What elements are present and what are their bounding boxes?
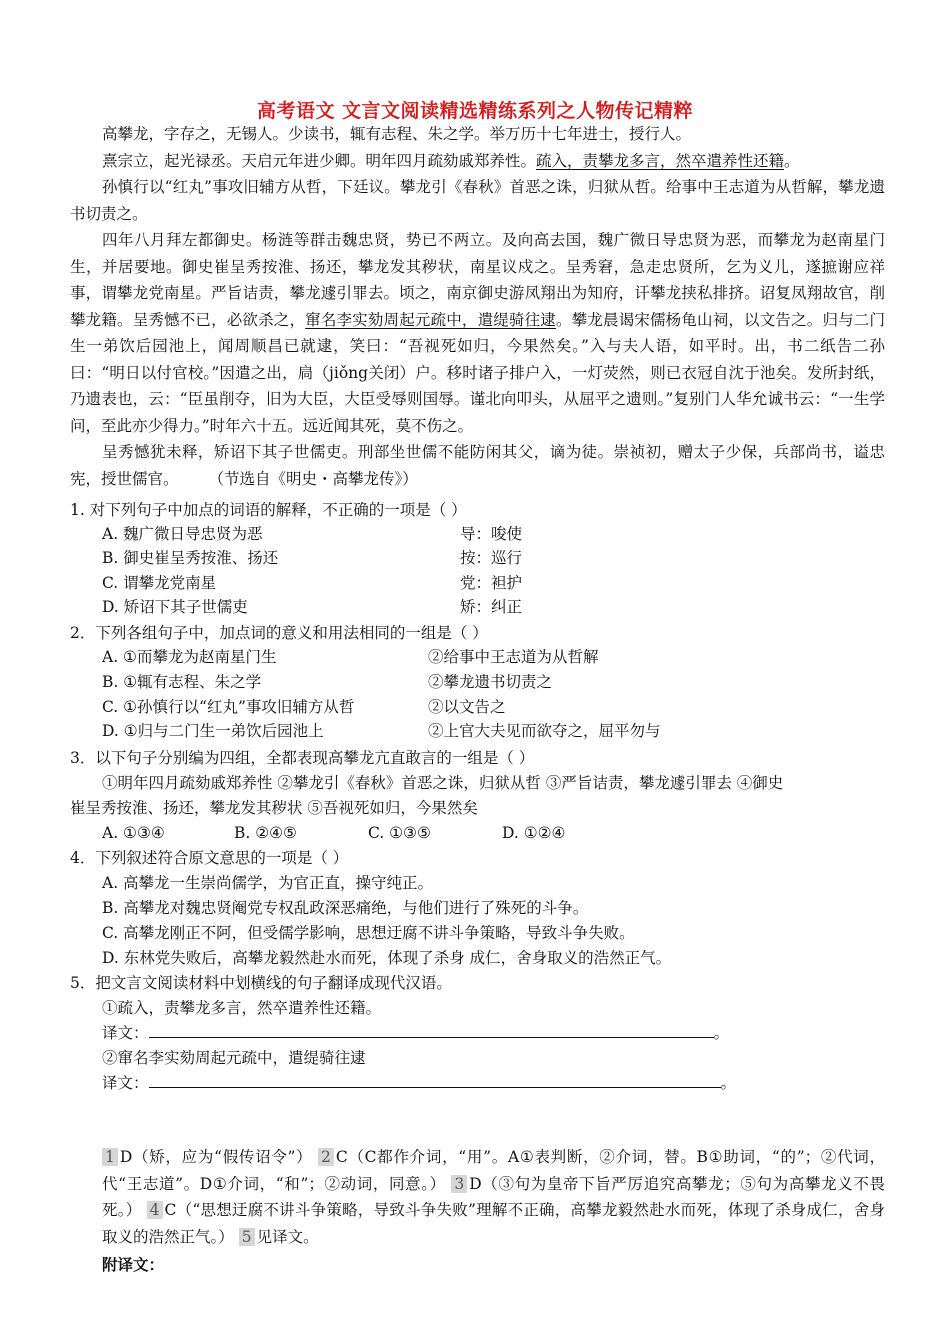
q2-option-d-1: D. ①归与二门生一弟饮后园池上 [102, 722, 324, 740]
underlined-sentence-2: 窜名李实劾周起元疏中，遣缇骑往逮 [305, 310, 556, 329]
q2-option-a-2: ②给事中王志道为从哲解 [428, 648, 599, 666]
q4-option-d: D. 东林党失败后，高攀龙毅然赴水而死，体现了杀身 成仁，舍身取义的浩然正气。 [102, 949, 672, 967]
q4-option-c: C. 高攀龙刚正不阿，但受儒学影响，思想迂腐不讲斗争策略，导致斗争失败。 [102, 924, 635, 942]
passage-source: （节选自《明史・高攀龙传》） [208, 469, 418, 488]
appendix-translation-heading: 附译文： [102, 1255, 165, 1274]
q2-option-c-1: C. ①孙慎行以“红丸”事攻旧辅方从哲 [102, 698, 355, 716]
answer-number-2: 2 [318, 1148, 334, 1166]
answer-key: 1 D（矫，应为“假传诏令”） 2 C（C都作介词，“用”。A①表判断，②介词，替。B①助词，“的”；②代词，代“王志道”。D①介词，“和”；②动词，同意。） 3 D（③句为皇帝下旨严厉追究高攀龙；⑤句为高攀龙义不畏死。） 4 C（“思想迂腐不讲斗争策略，导致斗争失败”理解不正确，高攀龙毅然赴水而死，体现了杀身成仁，舍身取义的浩然正气。） 5 见译文。 [102, 1148, 885, 1246]
passage-paragraph-5: 呈秀憾犹未释，矫诏下其子世儒吏。刑部坐世儒不能防闲其父，谪为徒。崇祯初，赠太子少保，兵部尚书，谥忠宪，授世儒官。 （节选自《明史・高攀龙传》） [70, 443, 885, 488]
q2-option-a-1: A. ①而攀龙为赵南星门生 [102, 648, 277, 666]
q1-option-d: D. 矫诏下其子世儒吏 [102, 598, 248, 616]
passage-paragraph-3: 孙慎行以“红丸”事攻旧辅方从哲，下廷议。攀龙引《春秋》首恶之诛，归狱从哲。给事中王志道为从哲解，攀龙遗书切责之。 [70, 178, 885, 223]
answer-number-4: 4 [147, 1201, 163, 1219]
q5-sentence-2: ②窜名李实劾周起元疏中，遣缇骑往逮 [102, 1049, 366, 1067]
q4-option-a: A. 高攀龙一生崇尚儒学，为官正直，操守纯正。 [102, 874, 434, 892]
q1-option-a: A. 魏广微日导忠贤为恶 [102, 525, 263, 543]
underlined-sentence-1: 疏入，责攀龙多言，然卒遣养性还籍 [536, 151, 785, 170]
question-4-stem: 4．下列叙述符合原文意思的一项是（ ） [70, 849, 349, 867]
question-2-stem: 2．下列各组句子中，加点词的意义和用法相同的一组是（ ） [70, 624, 488, 642]
q2-option-b-2: ②攀龙遗书切责之 [428, 673, 553, 691]
q3-option-c: C. ①③⑤ [368, 824, 431, 842]
passage-paragraph-4: 四年八月拜左都御史。杨涟等群击魏忠贤，势已不两立。及向高去国，魏广微日导忠贤为恶，而攀龙为赵南星门生，并居要地。御史崔呈秀按淮、扬还，攀龙发其秽状，南星议戍之。呈秀窘，急走忠贤所，乞为义儿，遂摭谢应祥事，谓攀龙党南星。严旨诘责，攀龙遽引罪去。顷之，南京御史游凤翔出为知府，讦攀龙挟私排挤。诏复凤翔故官，削攀龙籍。呈秀憾不已，必欲杀之，窜名李实劾周起元疏中，遣缇骑往逮。攀龙晨谒宋儒杨龟山祠，以文告之。归与二门生一弟饮后园池上，闻周顺昌已就逮，笑曰：“吾视死如归，今果然矣。”入与夫人语，如平时。出，书二纸告二孙曰：“明日以付官校。”因遣之出，扃（jiǒng关闭）户。移时诸子排户入，一灯荧然，则已衣冠自沈于池矣。发所封纸，乃遗表也，云：“臣虽削夺，旧为大臣，大臣受辱则国辱。谨北向叩头，从屈平之遗则。”复别门人华允诚书云：“一生学问，至此亦少得力。”时年六十五。远近闻其死，莫不伤之。 [70, 231, 885, 435]
q3-option-d: D. ①②④ [502, 824, 566, 842]
answer-number-1: 1 [102, 1148, 118, 1166]
page-title: 高考语文 文言文阅读精选精练系列之人物传记精粹 [256, 100, 694, 122]
q1-option-b: B. 御史崔呈秀按淮、扬还 [102, 549, 279, 567]
q5-sentence-1: ①疏入，责攀龙多言，然卒遣养性还籍。 [102, 999, 382, 1017]
q1-option-b-gloss: 按：巡行 [460, 549, 523, 567]
q3-option-a: A. ①③④ [102, 824, 165, 842]
q2-option-c-2: ②以文告之 [428, 698, 506, 716]
passage-paragraph-2: 熹宗立，起光禄丞。天启元年进少卿。明年四月疏劾戚郑养性。疏入，责攀龙多言，然卒遣养性还籍。 [102, 151, 800, 170]
q5-translation-1: 译文： 。 [102, 1024, 730, 1042]
q1-option-d-gloss: 矫：纠正 [460, 598, 523, 616]
q3-sentences-line-2: 崔呈秀按淮、扬还，攀龙发其秽状 ⑤吾视死如归，今果然矣 [70, 799, 478, 817]
q1-option-c-gloss: 党：袒护 [460, 574, 523, 592]
q3-option-b: B. ②④⑤ [234, 824, 297, 842]
q5-translation-2: 译文： 。 [102, 1074, 737, 1092]
question-3-stem: 3．以下句子分别编为四组，全都表现高攀龙亢直敢言的一组是（ ） [70, 749, 535, 767]
passage [70, 121, 885, 492]
translation-1-answer-line[interactable] [149, 1023, 714, 1038]
q3-sentences-line-1: ①明年四月疏劾戚郑养性 ②攀龙引《春秋》首恶之诛，归狱从哲 ③严旨诘责，攀龙遽引罪去 ④御史 [102, 774, 784, 792]
q1-option-a-gloss: 导：唆使 [460, 525, 523, 543]
answer-number-5: 5 [239, 1228, 255, 1246]
passage-paragraph-1: 高攀龙，字存之，无锡人。少读书，辄有志程、朱之学。举万历十七年进士，授行人。 [102, 125, 692, 143]
answer-number-3: 3 [451, 1175, 467, 1193]
q2-option-d-2: ②上官大夫见而欲夺之，屈平勿与 [428, 722, 661, 740]
translation-2-answer-line[interactable] [149, 1073, 721, 1088]
question-5-stem: 5．把文言文阅读材料中划横线的句子翻译成现代汉语。 [70, 974, 452, 992]
q1-option-c: C. 谓攀龙党南星 [102, 574, 217, 592]
q4-option-b: B. 高攀龙对魏忠贤阉党专权乱政深恶痛绝，与他们进行了殊死的斗争。 [102, 899, 589, 917]
q2-option-b-1: B. ①辄有志程、朱之学 [102, 673, 262, 691]
question-1-stem: 1. 对下列句子中加点的词语的解释，不正确的一项是（ ） [70, 501, 467, 519]
